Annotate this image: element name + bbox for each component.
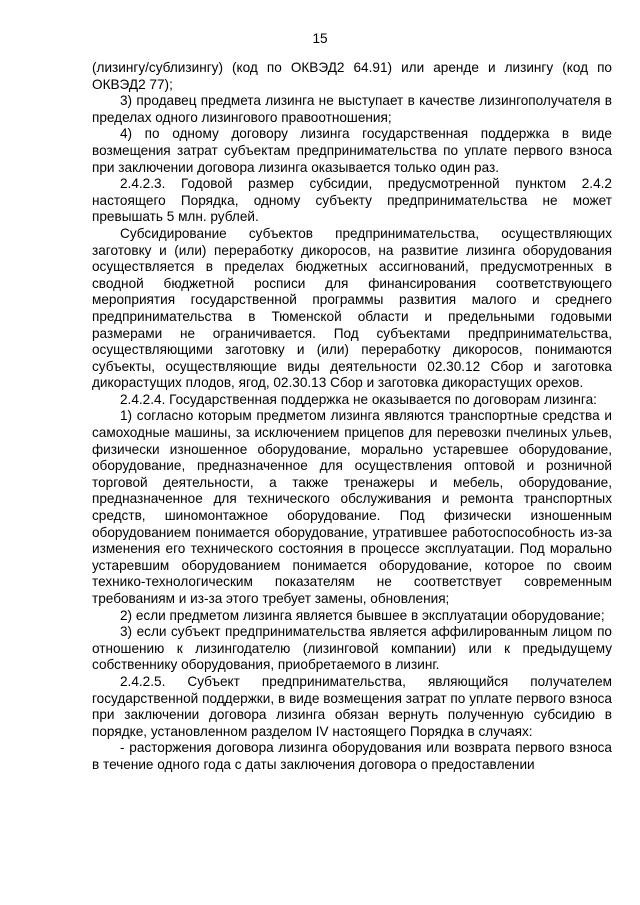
document-body [92,60,612,774]
paragraph-exclusion-1: 1) согласно которым предметом лизинга являются транспортные средства и самоходные машины, за исключением прицепов для перевозки пчелиных ульев, физически изношенное оборудование, морально устаревшее оборудование, оборудование, предназначенное для осуществления оптовой и розничной торговой деятельности, а также тренажеры и мебель, оборудование, предназначенное для технического обслуживания и ремонта транспортных средств, шиномонтажное оборудование. Под физически изношенным оборудованием понимается оборудование, утратившее работоспособность из-за изменения его технического состояния в процессе эксплуатации. Под морально устаревшим оборудованием понимается оборудование, которое по своим технико-технологическим показателям не соответствует современным требованиям и из-за этого требует замены, обновления; [92,408,612,606]
page-number: 15 [312,31,328,46]
paragraph-continuation: (лизингу/сублизингу) (код по ОКВЭД2 64.91) или аренде и лизингу (код по ОКВЭД2 77); [92,60,612,92]
paragraph-exclusion-3: 3) если субъект предпринимательства является аффилированным лицом по отношению к лизингодателю (лизинговой компании) или к предыдущему собственнику оборудования, приобретаемого в лизинг. [92,624,612,673]
paragraph-subsidy-wild-plants: Субсидирование субъектов предпринимательства, осуществляющих заготовку и (или) переработку дикоросов, на развитие лизинга оборудования осуществляется в пределах бюджетных ассигнований, предусмотренных в сводной бюджетной росписи для финансирования соответствующего мероприятия государственной программы развития малого и среднего предпринимательства в Тюменской области и предельными годовыми размерами не ограничивается. Под субъектами предпринимательства, осуществляющими заготовку и (или) переработку дикоросов, понимаются субъекты, осуществляющие виды деятельности 02.30.12 Сбор и заготовка дикорастущих плодов, ягод, 02.30.13 Сбор и заготовка дикорастущих орехов. [92,225,612,391]
paragraph-item-4: 4) по одному договору лизинга государственная поддержка в виде возмещения затрат субъектам предпринимательства по уплате первого взноса при заключении договора лизинга оказывается только один раз. [92,126,612,175]
paragraph-refund-case-1: - расторжения договора лизинга оборудования или возврата первого взноса в течение одного года с даты заключения договора о предоставлении [92,740,612,772]
paragraph-exclusion-2: 2) если предметом лизинга является бывшее в эксплуатации оборудование; [120,607,605,623]
paragraph-2-4-2-3: 2.4.2.3. Годовой размер субсидии, предусмотренной пунктом 2.4.2 настоящего Порядка, одному субъекту предпринимательства не может превышать 5 млн. рублей. [92,176,612,225]
paragraph-2-4-2-5: 2.4.2.5. Субъект предпринимательства, являющийся получателем государственной поддержки, в виде возмещения затрат по уплате первого взноса при заключении договора лизинга обязан вернуть полученную субсидию в порядке, установленном разделом IV настоящего Порядка в случаях: [92,673,612,739]
paragraph-item-3: 3) продавец предмета лизинга не выступает в качестве лизингополучателя в пределах одного лизингового правоотношения; [92,93,612,125]
paragraph-2-4-2-4: 2.4.2.4. Государственная поддержка не оказывается по договорам лизинга: [120,391,597,407]
